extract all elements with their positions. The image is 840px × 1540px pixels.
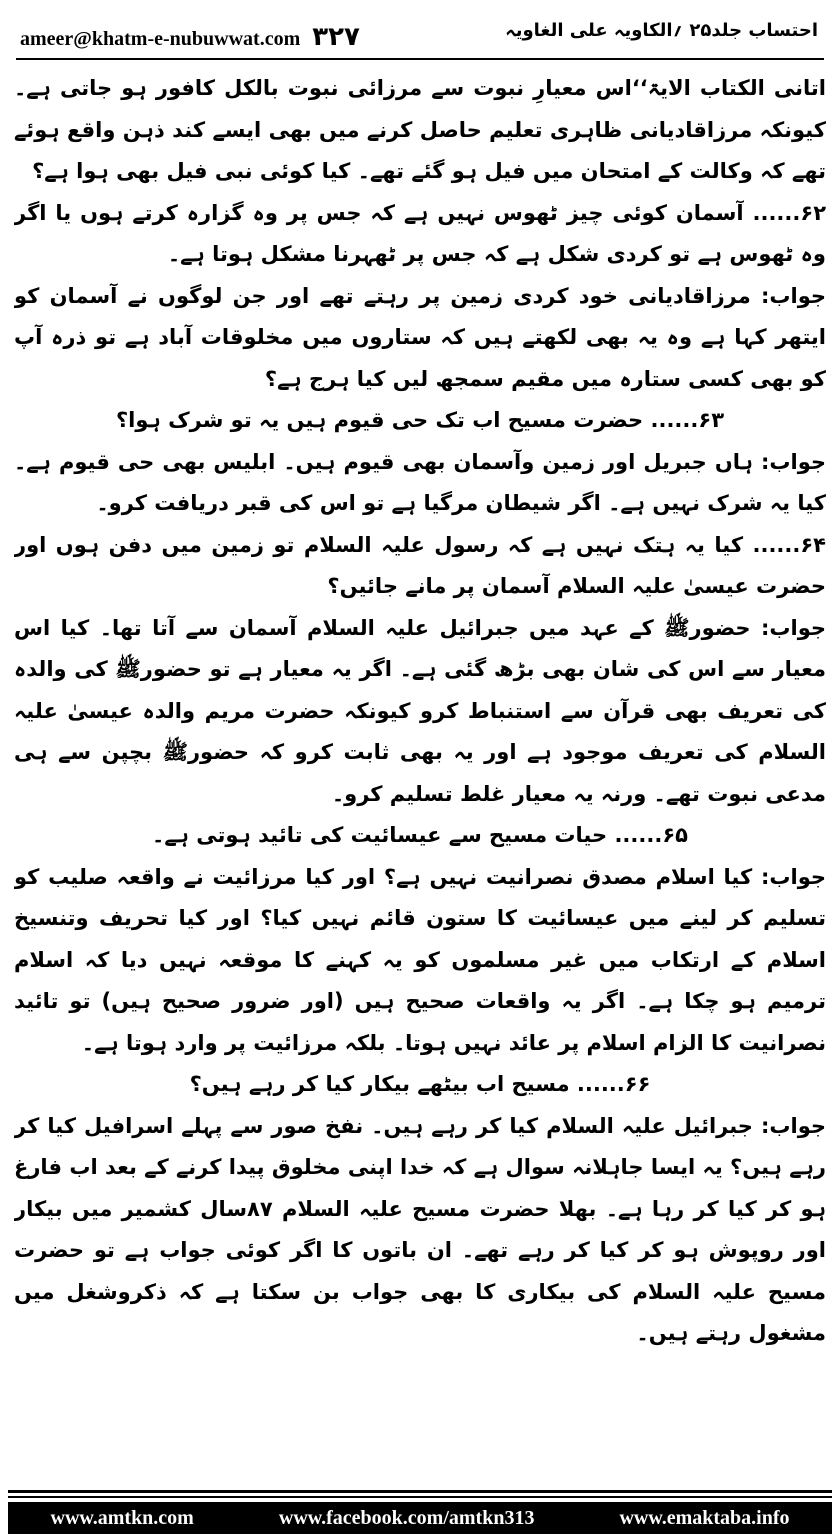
- answer-64: [14, 608, 826, 816]
- answer-63: [14, 442, 826, 525]
- header-divider: [16, 58, 824, 60]
- footer-link-emaktaba[interactable]: www.emaktaba.info: [619, 1506, 790, 1529]
- footer-link-amtkn[interactable]: www.amtkn.com: [50, 1506, 194, 1529]
- running-title: احتساب جلد۲۵ ؍الکاویہ علی الغاویہ: [505, 20, 818, 41]
- question-number: ۶۳......: [650, 408, 725, 432]
- page-number: ۳۲۷: [312, 22, 360, 52]
- question-62: [14, 193, 826, 276]
- paragraph-intro: [14, 68, 826, 193]
- answer-label: جواب:: [761, 283, 826, 308]
- question-text: آسمان کوئی چیز ٹھوس نہیں ہے کہ جس پر وہ گزارہ کرتے ہوں یا اگر وہ ٹھوس ہے تو کردی شکل ہے کہ جس پر ٹھہرنا مشکل ہوتا ہے۔: [14, 200, 826, 266]
- footer-divider-thin: [8, 1496, 832, 1498]
- header-email[interactable]: ameer@khatm-e-nubuwwat.com: [20, 28, 301, 50]
- answer-65: [14, 857, 826, 1065]
- answer-label: جواب:: [761, 615, 826, 640]
- question-text: حیات مسیح سے عیسائیت کی تائید ہوتی ہے۔: [152, 823, 608, 847]
- question-65: [14, 815, 826, 857]
- page-body: [14, 68, 826, 1466]
- answer-text: ہاں جبریل اور زمین وآسمان بھی قیوم ہیں۔ ابلیس بھی حی قیوم ہے۔ کیا یہ شرک نہیں ہے۔ اگر شیطان مرگیا ہے تو اس کی قبر دریافت کرو۔: [14, 449, 826, 515]
- answer-66: [14, 1106, 826, 1355]
- question-text: کیا یہ ہتک نہیں ہے کہ رسول علیہ السلام تو زمین میں دفن ہوں اور حضرت عیسیٰ علیہ السلام آسمان پر مانے جائیں؟: [14, 532, 826, 598]
- question-64: [14, 525, 826, 608]
- paragraph-text: اتانی الکتاب الایۃ‘‘اس معیارِ نبوت سے مرزائی نبوت بالکل کافور ہو جاتی ہے۔ کیونکہ مرزاقادیانی ظاہری تعلیم حاصل کرنے میں بھی ایسے کند ذہن واقع ہوئے تھے کہ وکالت کے امتحان میں فیل ہو گئے تھے۔ کیا کوئی نبی فیل بھی ہوا ہے؟: [14, 76, 826, 183]
- question-number: ۶۲......: [752, 200, 826, 225]
- question-text: حضرت مسیح اب تک حی قیوم ہیں یہ تو شرک ہوا؟: [115, 408, 644, 432]
- question-number: ۶۴......: [752, 532, 826, 557]
- answer-text: مرزاقادیانی خود کردی زمین پر رہتے تھے اور جن لوگوں نے آسمان کو ایتھر کہا ہے وہ یہ بھی لکھتے ہیں کہ ستاروں میں مخلوقات آباد ہے تو ذرہ آپ کو بھی کسی ستارہ میں مقیم سمجھ لیں کیا ہرج ہے؟: [14, 283, 826, 391]
- question-63: [14, 400, 826, 442]
- footer-bar: [8, 1502, 832, 1534]
- question-66: [14, 1064, 826, 1106]
- footer-divider-thick: [8, 1490, 832, 1493]
- answer-label: جواب:: [761, 1113, 826, 1138]
- question-number: ۶۶......: [576, 1072, 651, 1096]
- answer-text: جبرائیل علیہ السلام کیا کر رہے ہیں۔ نفخ صور سے پہلے اسرافیل کیا کر رہے ہیں؟ یہ ایسا جاہلانہ سوال ہے کہ خدا اپنی مخلوق پیدا کرنے کے بعد اب فارغ ہو کر کیا کر رہا ہے۔ بھلا حضرت مسیح علیہ السلام ۸۷سال کشمیر میں بیکار اور روپوش ہو کر کیا کر رہے تھے۔ ان باتوں کا اگر کوئی جواب ہے تو حضرت مسیح علیہ السلام کی بیکاری کا بھی جواب بن سکتا ہے کہ ذکروشغل میں مشغول رہتے ہیں۔: [14, 1113, 826, 1345]
- answer-text: کیا اسلام مصدق نصرانیت نہیں ہے؟ اور کیا مرزائیت نے واقعہ صلیب کو تسلیم کر لینے میں عیسائیت کا ستون قائم نہیں کیا؟ اور کیا تحریف وتنسیخ اسلام کے ارتکاب میں غیر مسلموں کو یہ کہنے کا موقعہ نہیں دیا کہ اسلام ترمیم ہو چکا ہے۔ اگر یہ واقعات صحیح ہیں (اور ضرور صحیح ہیں) تو تائید نصرانیت کا الزام اسلام پر عائد نہیں ہوتا۔ بلکہ مرزائیت پر وارد ہوتا ہے۔: [14, 864, 826, 1055]
- answer-62: [14, 276, 826, 401]
- page-header: [0, 0, 840, 64]
- question-number: ۶۵......: [614, 823, 688, 847]
- answer-label: جواب:: [761, 449, 826, 474]
- answer-text: حضورﷺ کے عہد میں جبرائیل علیہ السلام آسمان سے آتا تھا۔ کیا اس معیار سے اس کی شان بھی بڑھ گئی ہے۔ اگر یہ معیار ہے تو حضورﷺ کی والدہ کی تعریف بھی قرآن سے استنباط کرو کیونکہ حضرت مریم والدہ عیسیٰ علیہ السلام کی تعریف موجود ہے اور یہ بھی ثابت کرو کہ حضورﷺ بچپن سے ہی مدعی نبوت تھے۔ ورنہ یہ معیار غلط تسلیم کرو۔: [14, 615, 826, 806]
- footer-link-facebook[interactable]: www.facebook.com/amtkn313: [278, 1506, 535, 1529]
- question-text: مسیح اب بیٹھے بیکار کیا کر رہے ہیں؟: [189, 1072, 570, 1096]
- header-left: [20, 22, 360, 52]
- answer-label: جواب:: [761, 864, 826, 889]
